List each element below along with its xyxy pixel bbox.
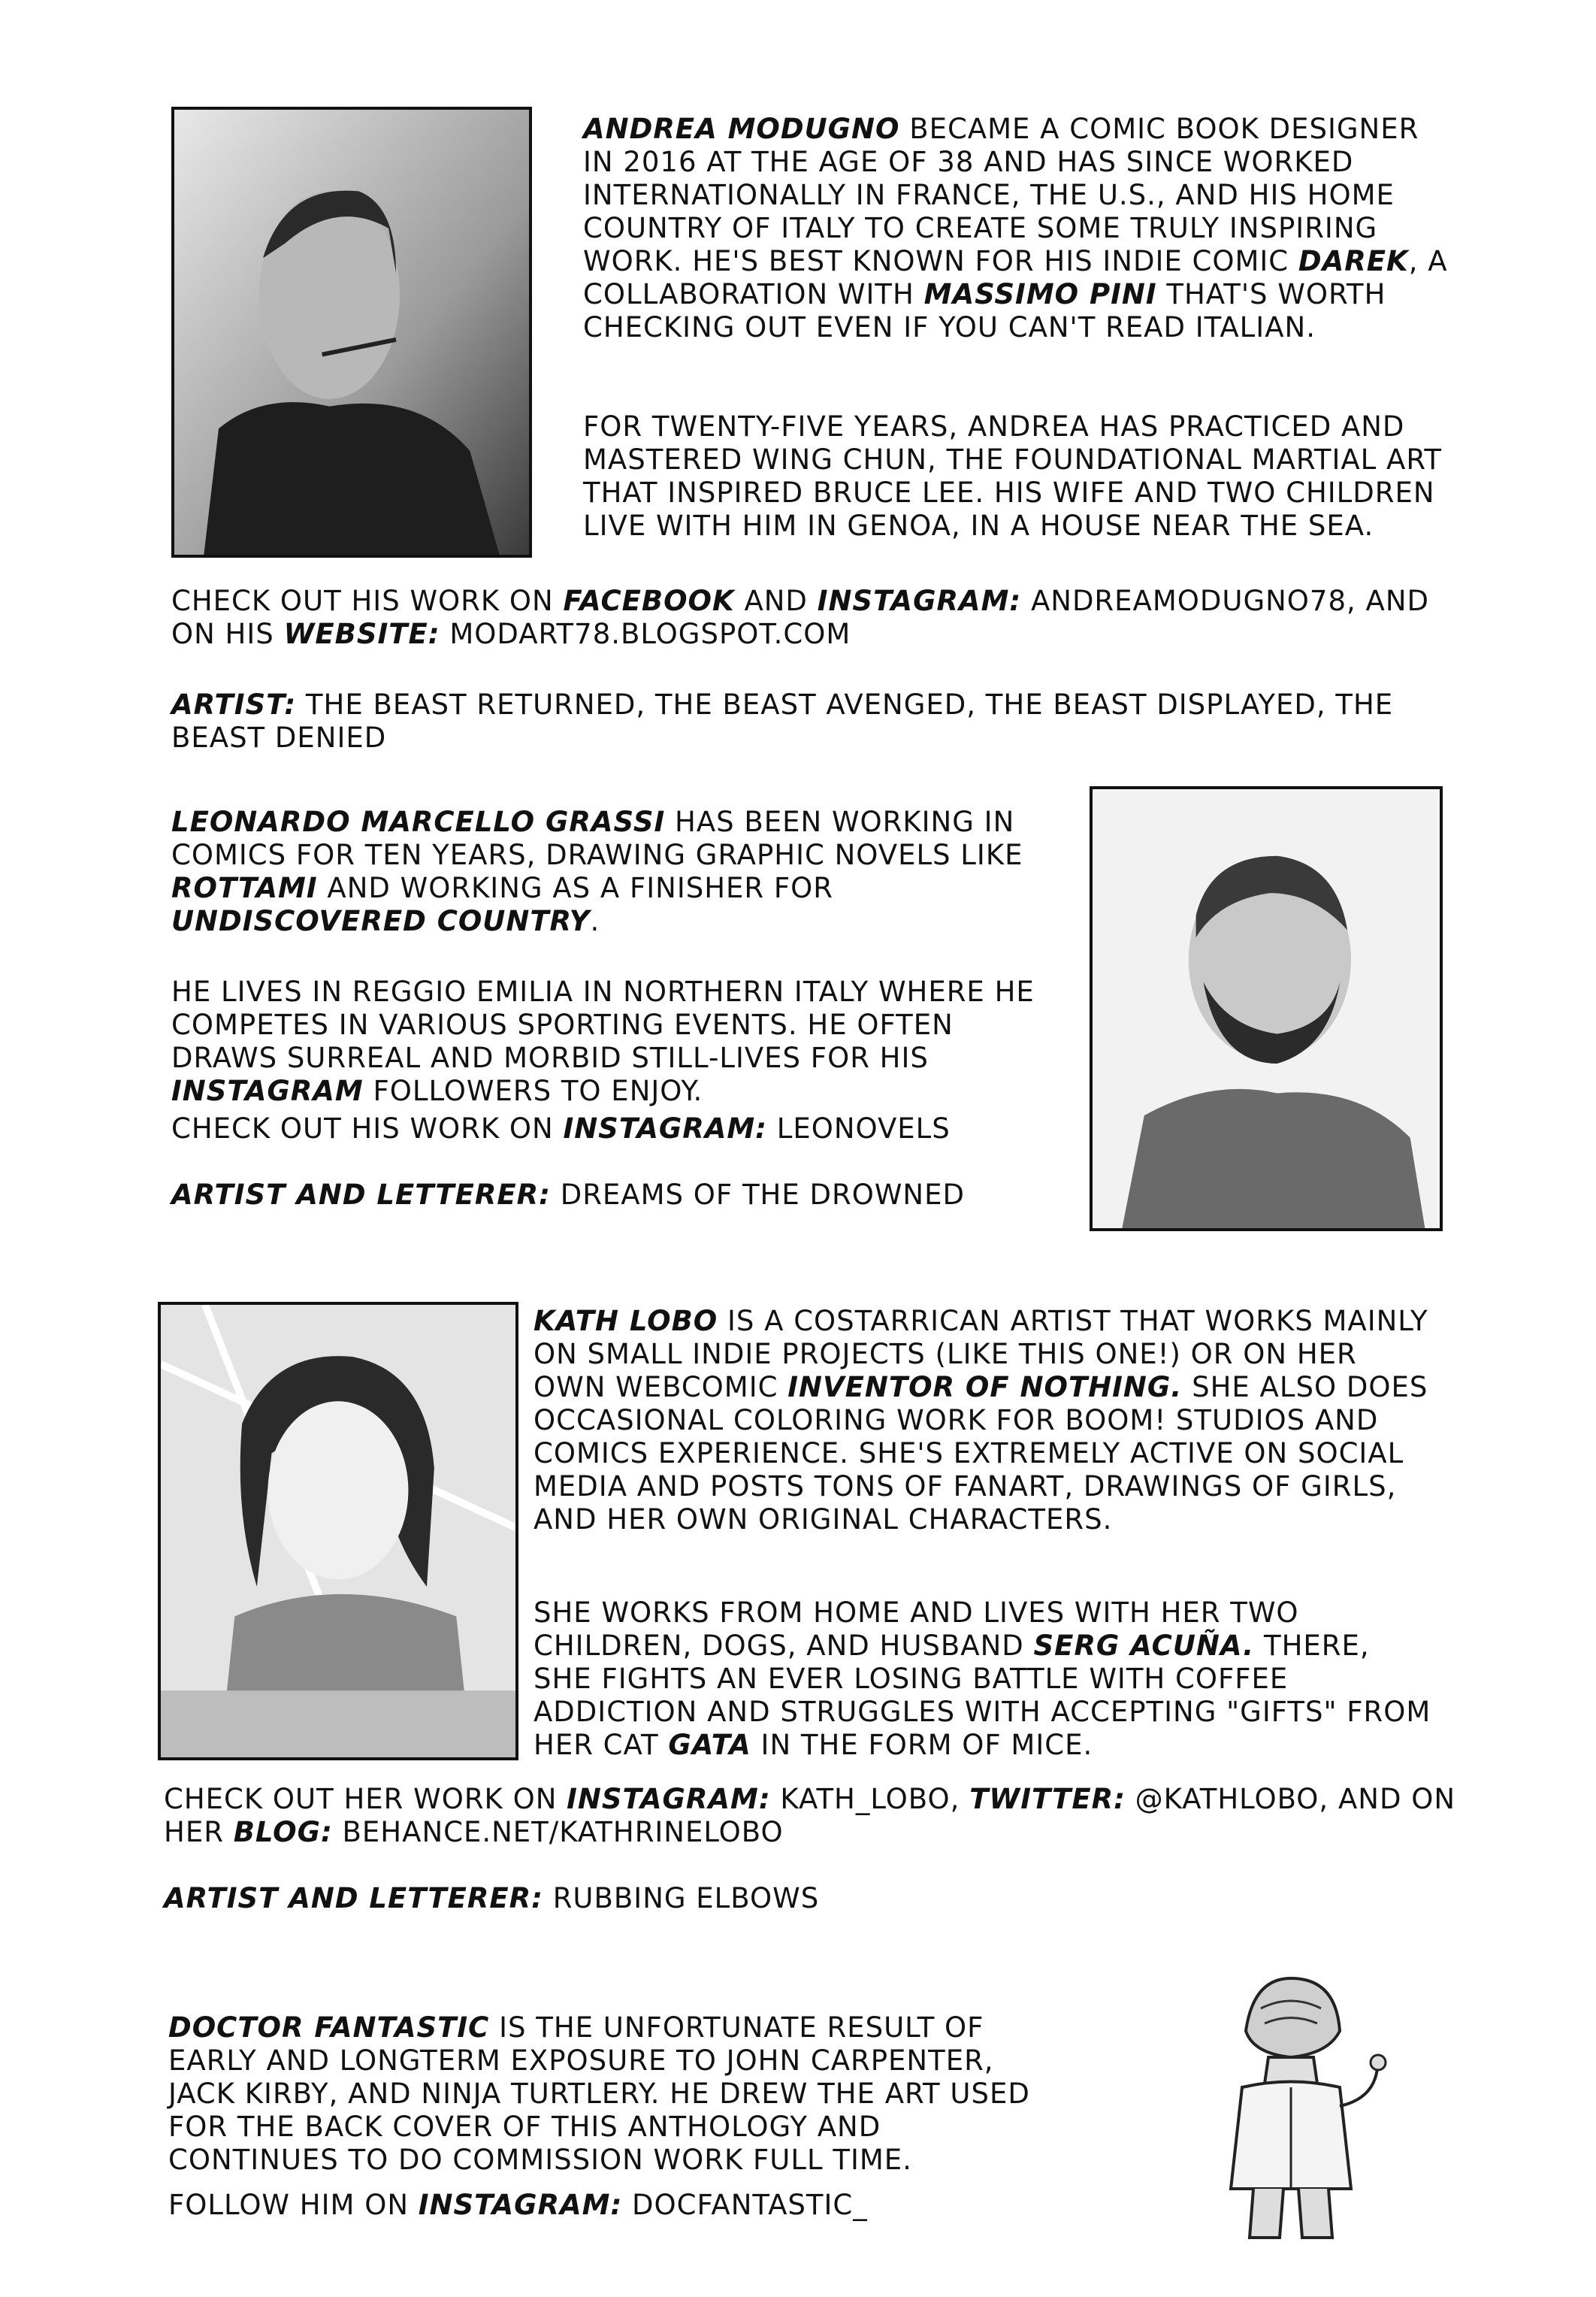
leonardo-bio-2-text-a: HE LIVES IN REGGIO EMILIA IN NORTHERN ITALY WHERE HE COMPETES IN VARIOUS SPORTING EVENTS. HE OFTEN DRAWS SURREAL AND MORBID STILL-LIVES FOR HIS <box>171 976 1035 1074</box>
leonardo-role-works: DREAMS OF THE DROWNED <box>560 1179 965 1211</box>
kath-bio-2 <box>534 1596 1435 1762</box>
andrea-credits <box>171 688 1479 755</box>
gata-name: GATA <box>668 1729 751 1761</box>
andrea-and-text: AND <box>744 585 808 617</box>
leonardo-instagram-mention: INSTAGRAM <box>171 1075 364 1107</box>
doctor-instagram-label: INSTAGRAM: <box>418 2189 623 2221</box>
leonardo-name: LEONARDO MARCELLO GRASSI <box>171 806 666 838</box>
andrea-check-text: CHECK OUT HIS WORK ON <box>171 585 554 617</box>
undiscovered-country-title: UNDISCOVERED COUNTRY <box>171 905 591 937</box>
andrea-bio-1-text-b: , A COLLABORATION WITH <box>583 245 1448 310</box>
andrea-links <box>171 585 1479 651</box>
andrea-bio-2: FOR TWENTY-FIVE YEARS, ANDREA HAS PRACTICED AND MASTERED WING CHUN, THE FOUNDATIONAL MARTIAL ART THAT INSPIRED BRUCE LEE. HIS WIFE AND TWO CHILDREN LIVE WITH HIM IN GENOA, IN A HOUSE NEAR THE SEA. <box>583 410 1442 542</box>
rottami-title: ROTTAMI <box>171 872 318 904</box>
kath-links <box>164 1783 1471 1849</box>
leonardo-instagram-handle[interactable]: LEONOVELS <box>776 1112 951 1145</box>
kath-photo <box>158 1302 518 1760</box>
doctor-follow-text: FOLLOW HIM ON <box>168 2189 410 2221</box>
doctor-fantastic-illustration <box>1178 1963 1404 2249</box>
kath-bio-1-text-a: IS A COSTARRICAN ARTIST THAT WORKS MAINLY ON SMALL INDIE PROJECTS (LIKE THIS ONE!) OR ON HER OWN WEBCOMIC <box>534 1305 1428 1403</box>
leonardo-bio-1-text-a: HAS BEEN WORKING IN COMICS FOR TEN YEARS, DRAWING GRAPHIC NOVELS LIKE <box>171 806 1023 871</box>
kath-instagram-handle[interactable]: KATH_LOBO, <box>780 1783 960 1815</box>
inventor-of-nothing-title: INVENTOR OF NOTHING. <box>787 1371 1183 1403</box>
leonardo-credits <box>171 1179 1035 1212</box>
leonardo-bio-2-text-b: FOLLOWERS TO ENJOY. <box>373 1075 703 1107</box>
leonardo-period: . <box>590 905 600 937</box>
kath-bio-1-text-b: SHE ALSO DOES OCCASIONAL COLORING WORK FOR BOOM! STUDIOS AND COMICS EXPERIENCE. SHE'S EXTREMELY ACTIVE ON SOCIAL MEDIA AND POSTS TONS OF FANART, DRAWINGS OF GIRLS, AND HER OWN ORIGINAL CHARACTERS. <box>534 1371 1428 1536</box>
website-label: WEBSITE: <box>283 618 440 650</box>
doctor-name: DOCTOR FANTASTIC <box>168 2011 490 2044</box>
kath-check-text: CHECK OUT HER WORK ON <box>164 1783 558 1815</box>
kath-bio-2-text-a: SHE WORKS FROM HOME AND LIVES WITH HER TWO CHILDREN, DOGS, AND HUSBAND <box>534 1596 1299 1662</box>
andrea-bio-1 <box>583 113 1455 344</box>
andrea-bio-1-text-a: BECAME A COMIC BOOK DESIGNER IN 2016 AT THE AGE OF 38 AND HAS SINCE WORKED INTERNATIONALLY IN FRANCE, THE U.S., AND HIS HOME COUNTRY OF ITALY TO CREATE SOME TRULY INSPIRING WORK. HE'S BEST KNOWN FOR HIS INDIE COMIC <box>583 113 1419 277</box>
doctor-bio <box>168 2011 1055 2177</box>
kath-and-on-text: AND ON HER <box>164 1783 1455 1848</box>
kath-twitter-handle[interactable]: @KATHLOBO, <box>1135 1783 1329 1815</box>
andrea-bio-1-text-c: THAT'S WORTH CHECKING OUT EVEN IF YOU CAN'T READ ITALIAN. <box>583 278 1386 343</box>
kath-blog-label: BLOG: <box>233 1816 333 1848</box>
leonardo-photo <box>1090 786 1443 1231</box>
leonardo-bio-1-text-b: AND WORKING AS A FINISHER FOR <box>327 872 834 904</box>
leonardo-bio-2 <box>171 976 1035 1108</box>
kath-instagram-label: INSTAGRAM: <box>567 1783 771 1815</box>
kath-role-label: ARTIST AND LETTERER: <box>164 1882 543 1914</box>
kath-blog-url[interactable]: BEHANCE.NET/KATHRINELOBO <box>342 1816 784 1848</box>
andrea-name: ANDREA MODUGNO <box>583 113 900 145</box>
andrea-artist-works: THE BEAST RETURNED, THE BEAST AVENGED, THE BEAST DISPLAYED, THE BEAST DENIED <box>171 688 1394 754</box>
darek-title: DAREK <box>1298 245 1409 277</box>
andrea-photo <box>171 107 532 558</box>
instagram-label: INSTAGRAM: <box>817 585 1022 617</box>
serg-name: SERG ACUÑA. <box>1033 1630 1255 1662</box>
facebook-link[interactable]: FACEBOOK <box>563 585 735 617</box>
kath-role-works: RUBBING ELBOWS <box>552 1882 820 1914</box>
leonardo-instagram-label: INSTAGRAM: <box>563 1112 767 1145</box>
kath-bio-2-text-b: THERE, SHE FIGHTS AN EVER LOSING BATTLE WITH COFFEE ADDICTION AND STRUGGLES WITH ACCEPTING "GIFTS" FROM HER CAT <box>534 1630 1431 1761</box>
doctor-bio-text: IS THE UNFORTUNATE RESULT OF EARLY AND LONGTERM EXPOSURE TO JOHN CARPENTER, JACK KIRBY, AND NINJA TURTLERY. HE DREW THE ART USED FOR THE BACK COVER OF THIS ANTHOLOGY AND CONTINUES TO DO COMMISSION WORK FULL TIME. <box>168 2011 1030 2176</box>
andrea-instagram-handle[interactable]: ANDREAMODUGNO78, <box>1030 585 1356 617</box>
andrea-website-url[interactable]: MODART78.BLOGSPOT.COM <box>449 618 851 650</box>
doctor-instagram-handle[interactable]: DOCFANTASTIC_ <box>632 2189 868 2221</box>
massimo-name: MASSIMO PINI <box>923 278 1157 310</box>
leonardo-bio-1 <box>171 806 1035 938</box>
kath-bio-1 <box>534 1305 1435 1536</box>
andrea-and-on-text: AND ON HIS <box>171 585 1430 650</box>
kath-credits <box>164 1882 1471 1915</box>
leonardo-check-text: CHECK OUT HIS WORK ON <box>171 1112 554 1145</box>
kath-name: KATH LOBO <box>534 1305 718 1337</box>
andrea-artist-label: ARTIST: <box>171 688 297 721</box>
kath-bio-2-text-c: IN THE FORM OF MICE. <box>760 1729 1093 1761</box>
leonardo-links <box>171 1112 1035 1145</box>
kath-twitter-label: TWITTER: <box>969 1783 1126 1815</box>
leonardo-role-label: ARTIST AND LETTERER: <box>171 1179 551 1211</box>
doctor-links <box>168 2189 1055 2222</box>
